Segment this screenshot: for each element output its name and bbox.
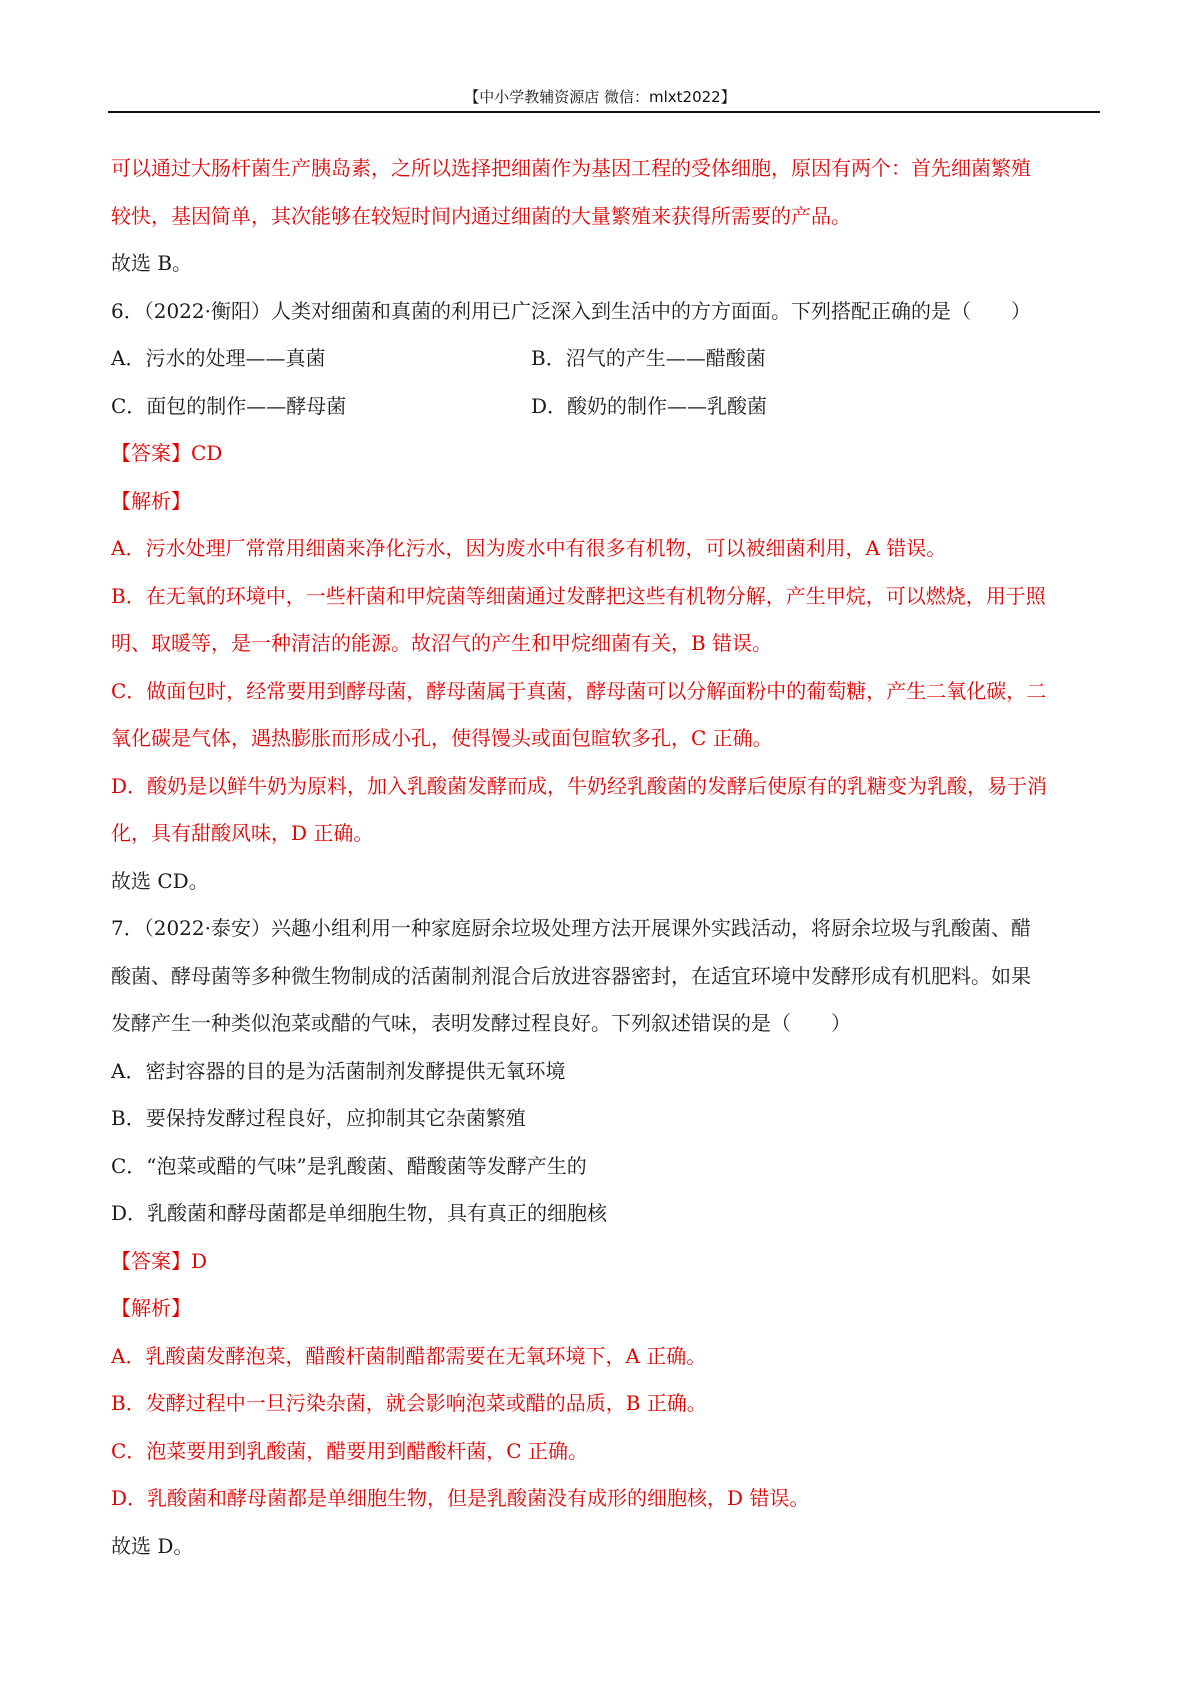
header-rule <box>108 111 1100 113</box>
answer-line: D．酸奶是以鲜牛奶为原料，加入乳酸菌发酵而成，牛奶经乳酸菌的发酵后使原有的乳糖变为乳酸，易于消 <box>111 773 1048 798</box>
option-item: C．面包的制作——酵母菌 <box>111 393 347 418</box>
question-line: 7．（2022·泰安）兴趣小组利用一种家庭厨余垃圾处理方法开展课外实践活动，将厨余垃圾与乳酸菌、醋 <box>111 916 1031 940</box>
answer-line: B．在无氧的环境中，一些杆菌和甲烷菌等细菌通过发酵把这些有机物分解，产生甲烷，可以燃烧，用于照 <box>111 583 1046 608</box>
answer-line: 【答案】D <box>111 1248 208 1273</box>
question-line: 故选 D。 <box>111 1533 194 1558</box>
question-line: 酸菌、酵母菌等多种微生物制成的活菌制剂混合后放进容器密封，在适宜环境中发酵形成有机肥料。如果 <box>111 963 1031 988</box>
answer-line: 化，具有甜酸风味，D 正确。 <box>111 821 374 845</box>
question-line: 6．（2022·衡阳）人类对细菌和真菌的利用已广泛深入到生活中的方方面面。下列搭配正确的是（ ） <box>111 298 1031 323</box>
question-line: D．乳酸菌和酵母菌都是单细胞生物，具有真正的细胞核 <box>111 1201 608 1225</box>
question-line: 发酵产生一种类似泡菜或醋的气味，表明发酵过程良好。下列叙述错误的是（ ） <box>111 1011 851 1035</box>
option-item: D．酸奶的制作——乳酸菌 <box>531 393 768 418</box>
answer-line: A．污水处理厂常常用细菌来净化污水，因为废水中有很多有机物，可以被细菌利用，A 错误。 <box>111 536 947 560</box>
page-header: 【中小学教辅资源店 微信：mlxt2022】 <box>464 88 736 106</box>
answer-line: C．泡菜要用到乳酸菌，醋要用到醋酸杆菌，C 正确。 <box>111 1438 588 1463</box>
option-row <box>111 340 1101 388</box>
question-line: B．要保持发酵过程良好，应抑制其它杂菌繁殖 <box>111 1106 526 1130</box>
answer-line: 氧化碳是气体，遇热膨胀而形成小孔，使得馒头或面包暄软多孔，C 正确。 <box>111 726 773 750</box>
question-line: 故选 B。 <box>111 251 193 275</box>
answer-line: 【解析】 <box>111 488 191 513</box>
answer-line: D．乳酸菌和酵母菌都是单细胞生物，但是乳酸菌没有成形的细胞核，D 错误。 <box>111 1486 810 1510</box>
answer-line: A．乳酸菌发酵泡菜，醋酸杆菌制醋都需要在无氧环境下，A 正确。 <box>111 1343 707 1368</box>
question-line: C．“泡菜或醋的气味”是乳酸菌、醋酸菌等发酵产生的 <box>111 1153 587 1178</box>
question-line: A．密封容器的目的是为活菌制剂发酵提供无氧环境 <box>111 1058 566 1083</box>
answer-line: C．做面包时，经常要用到酵母菌，酵母菌属于真菌，酵母菌可以分解面粉中的葡萄糖，产生二氧化碳，二 <box>111 678 1047 703</box>
answer-line: B．发酵过程中一旦污染杂菌，就会影响泡菜或醋的品质，B 正确。 <box>111 1391 707 1415</box>
document-body <box>111 150 1101 1575</box>
option-item: A．污水的处理——真菌 <box>111 346 326 370</box>
answer-line: 较快，基因简单，其次能够在较短时间内通过细菌的大量繁殖来获得所需要的产品。 <box>111 203 851 228</box>
answer-line: 明、取暖等，是一种清洁的能源。故沼气的产生和甲烷细菌有关，B 错误。 <box>111 631 773 655</box>
answer-line: 可以通过大肠杆菌生产胰岛素，之所以选择把细菌作为基因工程的受体细胞，原因有两个：首先细菌繁殖 <box>111 156 1031 180</box>
answer-line: 【答案】CD <box>111 441 223 465</box>
option-item: B．沼气的产生——醋酸菌 <box>531 346 766 370</box>
answer-line: 【解析】 <box>111 1296 191 1320</box>
option-row <box>111 388 1101 436</box>
question-line: 故选 CD。 <box>111 868 209 893</box>
